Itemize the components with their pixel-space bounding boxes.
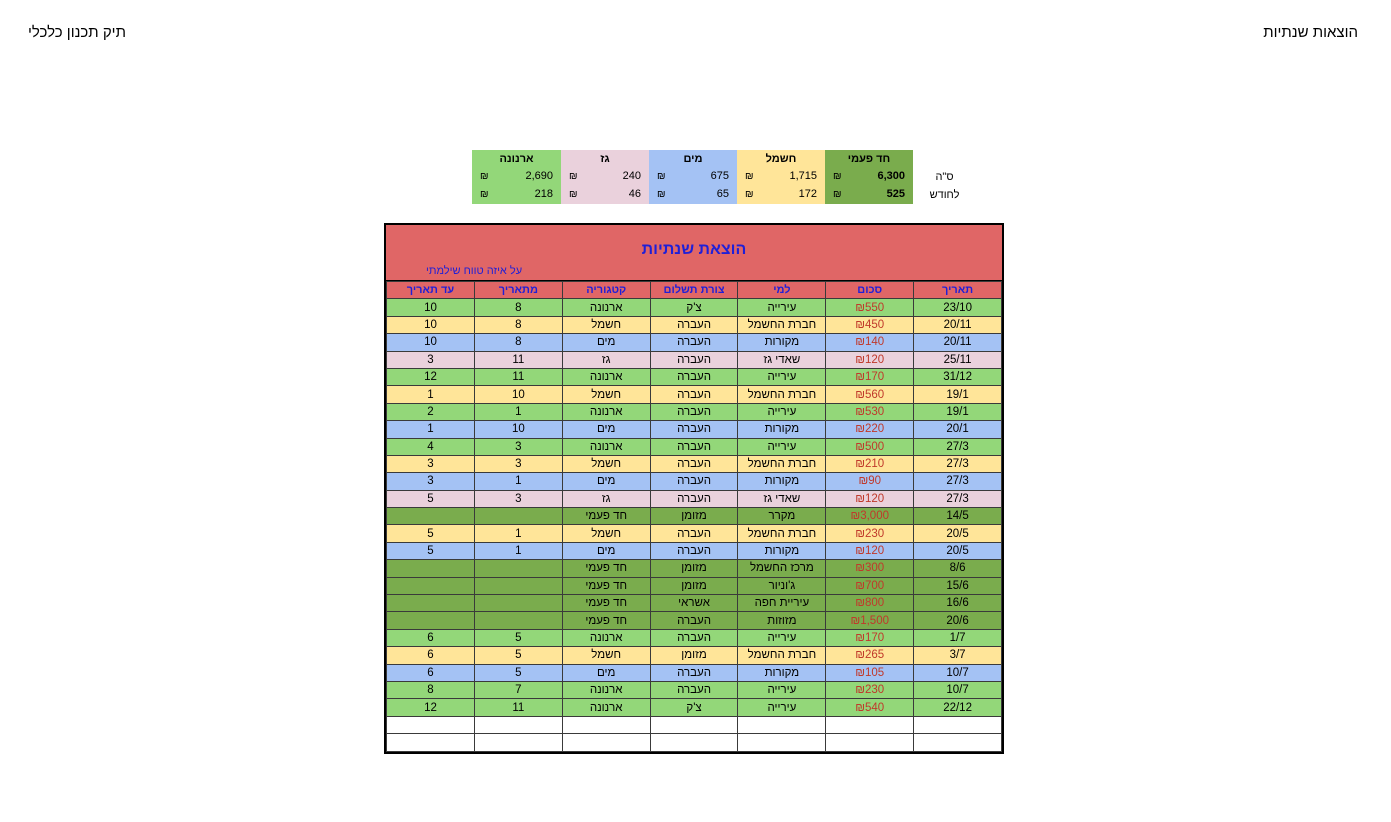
cell-method[interactable]: העברה (650, 334, 738, 351)
cell-to[interactable]: עירייה (738, 629, 826, 646)
cell-method[interactable]: צ'ק (650, 299, 738, 316)
cell-to[interactable]: מקרר (738, 508, 826, 525)
table-row (387, 351, 1002, 368)
cell-from[interactable] (474, 716, 562, 733)
cell-from[interactable] (474, 560, 562, 577)
cell-method[interactable]: צ'ק (650, 699, 738, 716)
cell-category[interactable]: מים (562, 542, 650, 559)
table-row (387, 508, 1002, 525)
currency-symbol: ₪ (745, 189, 754, 200)
cell-from[interactable]: 5 (474, 664, 562, 681)
summary-total-row (472, 168, 976, 186)
cell-amount[interactable]: ₪105 (826, 664, 914, 681)
currency-symbol: ₪ (480, 171, 489, 182)
cell-date[interactable]: 20/6 (914, 612, 1002, 629)
table-row (387, 629, 1002, 646)
column-header[interactable]: סכום (826, 282, 914, 299)
cell-to[interactable]: מקורות (738, 334, 826, 351)
cell-amount[interactable]: ₪560 (826, 386, 914, 403)
cell-category[interactable]: גז (562, 490, 650, 507)
cell-category[interactable]: ארנונה (562, 438, 650, 455)
cell-amount[interactable]: ₪300 (826, 560, 914, 577)
cell-from[interactable]: 8 (474, 299, 562, 316)
table-row (387, 664, 1002, 681)
cell-from[interactable]: 10 (474, 421, 562, 438)
cell-date[interactable]: 19/1 (914, 403, 1002, 420)
table-row (387, 403, 1002, 420)
cell-date[interactable]: 25/11 (914, 351, 1002, 368)
cell-until[interactable]: 6 (387, 664, 475, 681)
cell-amount[interactable]: ₪170 (826, 368, 914, 385)
cell-to[interactable]: מזוזות (738, 612, 826, 629)
cell-until[interactable] (387, 612, 475, 629)
summary-category-label: חד פעמי (825, 150, 913, 168)
cell-date[interactable]: 31/12 (914, 368, 1002, 385)
cell-amount[interactable]: ₪700 (826, 577, 914, 594)
summary-table (472, 150, 976, 204)
cell-amount[interactable]: ₪3,000 (826, 508, 914, 525)
cell-category[interactable]: ארנונה (562, 699, 650, 716)
column-header[interactable]: מתאריך (474, 282, 562, 299)
table-row (387, 490, 1002, 507)
cell-until[interactable]: 4 (387, 438, 475, 455)
cell-method[interactable]: העברה (650, 351, 738, 368)
summary-header-row (472, 150, 976, 168)
summary-monthly-value: 218 (534, 188, 553, 200)
currency-symbol: ₪ (745, 171, 754, 182)
cell-from[interactable] (474, 595, 562, 612)
cell-date[interactable]: 27/3 (914, 438, 1002, 455)
cell-amount[interactable] (826, 716, 914, 733)
summary-category-label: גז (561, 150, 649, 168)
column-header[interactable]: צורת תשלום (650, 282, 738, 299)
cell-date[interactable]: 27/3 (914, 455, 1002, 472)
table-row (387, 716, 1002, 733)
cell-date[interactable]: 20/1 (914, 421, 1002, 438)
cell-amount[interactable]: ₪120 (826, 542, 914, 559)
cell-date[interactable]: 15/6 (914, 577, 1002, 594)
cell-method[interactable] (650, 716, 738, 733)
cell-method[interactable]: מזומן (650, 647, 738, 664)
cell-category[interactable]: ארנונה (562, 681, 650, 698)
cell-category[interactable]: חשמל (562, 316, 650, 333)
cell-date[interactable]: 14/5 (914, 508, 1002, 525)
cell-from[interactable]: 8 (474, 334, 562, 351)
cell-until[interactable]: 12 (387, 368, 475, 385)
cell-from[interactable]: 3 (474, 490, 562, 507)
cell-category[interactable]: ארנונה (562, 299, 650, 316)
cell-to[interactable]: חברת החשמל (738, 647, 826, 664)
table-row (387, 455, 1002, 472)
table-row (387, 421, 1002, 438)
currency-symbol: ₪ (833, 171, 842, 182)
cell-until[interactable]: 3 (387, 351, 475, 368)
cell-until[interactable]: 3 (387, 473, 475, 490)
table-row (387, 386, 1002, 403)
table-row (387, 699, 1002, 716)
cell-category[interactable]: חד פעמי (562, 560, 650, 577)
cell-from[interactable]: 10 (474, 386, 562, 403)
cell-from[interactable]: 3 (474, 438, 562, 455)
table-row (387, 299, 1002, 316)
cell-from[interactable]: 11 (474, 368, 562, 385)
cell-date[interactable]: 22/12 (914, 699, 1002, 716)
cell-until[interactable] (387, 595, 475, 612)
summary-total-cell (472, 168, 561, 186)
currency-symbol: ₪ (833, 189, 842, 200)
cell-method[interactable]: העברה (650, 386, 738, 403)
monthly-row-label: לחודש (913, 186, 976, 204)
table-row (387, 577, 1002, 594)
currency-symbol: ₪ (569, 171, 578, 182)
table-title-block (386, 225, 1002, 281)
cell-date[interactable]: 20/5 (914, 525, 1002, 542)
cell-date[interactable]: 23/10 (914, 299, 1002, 316)
cell-date[interactable]: 20/11 (914, 316, 1002, 333)
total-row-label: ס"ה (913, 168, 976, 186)
table-row (387, 316, 1002, 333)
cell-until[interactable]: 6 (387, 647, 475, 664)
sheet-title-left: תיק תכנון כלכלי (28, 24, 126, 41)
table-row (387, 368, 1002, 385)
cell-method[interactable]: העברה (650, 316, 738, 333)
cell-from[interactable] (474, 612, 562, 629)
cell-date[interactable]: 20/11 (914, 334, 1002, 351)
summary-monthly-cell (472, 186, 561, 204)
cell-to[interactable]: מקורות (738, 421, 826, 438)
cell-to[interactable]: שאדי גז (738, 351, 826, 368)
cell-amount[interactable] (826, 734, 914, 751)
cell-method[interactable]: העברה (650, 473, 738, 490)
currency-symbol: ₪ (657, 189, 666, 200)
cell-date[interactable]: 27/3 (914, 473, 1002, 490)
cell-from[interactable] (474, 734, 562, 751)
cell-method[interactable]: העברה (650, 455, 738, 472)
summary-monthly-cell (649, 186, 737, 204)
cell-to[interactable]: חברת החשמל (738, 316, 826, 333)
cell-amount[interactable]: ₪140 (826, 334, 914, 351)
table-row (387, 734, 1002, 751)
cell-amount[interactable]: ₪800 (826, 595, 914, 612)
cell-category[interactable] (562, 716, 650, 733)
cell-category[interactable]: מים (562, 473, 650, 490)
cell-amount[interactable]: ₪120 (826, 351, 914, 368)
column-header[interactable]: למי (738, 282, 826, 299)
cell-to[interactable]: עירייה (738, 299, 826, 316)
cell-to[interactable]: עיריית חפה (738, 595, 826, 612)
cell-date[interactable]: 19/1 (914, 386, 1002, 403)
summary-monthly-row (472, 186, 976, 204)
summary-total-cell (561, 168, 649, 186)
cell-date[interactable]: 20/5 (914, 542, 1002, 559)
cell-method[interactable]: העברה (650, 664, 738, 681)
cell-to[interactable]: עירייה (738, 403, 826, 420)
cell-from[interactable]: 7 (474, 681, 562, 698)
currency-symbol: ₪ (569, 189, 578, 200)
cell-until[interactable] (387, 577, 475, 594)
cell-amount[interactable]: ₪530 (826, 403, 914, 420)
expenses-table-container (384, 223, 1004, 754)
cell-category[interactable] (562, 734, 650, 751)
table-row (387, 560, 1002, 577)
cell-to[interactable]: מקורות (738, 542, 826, 559)
cell-from[interactable]: 1 (474, 525, 562, 542)
cell-method[interactable]: העברה (650, 490, 738, 507)
cell-category[interactable]: ארנונה (562, 403, 650, 420)
cell-category[interactable]: ארנונה (562, 368, 650, 385)
summary-category-label: חשמל (737, 150, 825, 168)
cell-amount[interactable]: ₪120 (826, 490, 914, 507)
cell-amount[interactable]: ₪1,500 (826, 612, 914, 629)
cell-method[interactable] (650, 734, 738, 751)
summary-monthly-value: 525 (886, 188, 905, 200)
cell-category[interactable]: חד פעמי (562, 577, 650, 594)
cell-to[interactable]: חברת החשמל (738, 455, 826, 472)
cell-method[interactable]: העברה (650, 612, 738, 629)
cell-amount[interactable]: ₪220 (826, 421, 914, 438)
table-row (387, 612, 1002, 629)
table-row (387, 647, 1002, 664)
cell-date[interactable]: 16/6 (914, 595, 1002, 612)
cell-until[interactable]: 5 (387, 542, 475, 559)
cell-until[interactable]: 10 (387, 334, 475, 351)
currency-symbol: ₪ (657, 171, 666, 182)
summary-monthly-value: 172 (798, 188, 817, 200)
cell-from[interactable]: 1 (474, 473, 562, 490)
cell-from[interactable] (474, 508, 562, 525)
summary-total-value: 1,715 (789, 170, 817, 182)
column-header[interactable]: קטגוריה (562, 282, 650, 299)
cell-from[interactable]: 11 (474, 699, 562, 716)
summary-total-value: 6,300 (877, 170, 905, 182)
cell-to[interactable] (738, 734, 826, 751)
cell-from[interactable]: 3 (474, 455, 562, 472)
sheet-title-right: הוצאות שנתיות (1263, 24, 1358, 41)
cell-method[interactable]: העברה (650, 403, 738, 420)
column-header[interactable]: עד תאריך (387, 282, 475, 299)
cell-category[interactable]: ארנונה (562, 629, 650, 646)
cell-until[interactable]: 5 (387, 525, 475, 542)
summary-monthly-value: 65 (716, 188, 729, 200)
table-row (387, 473, 1002, 490)
summary-total-cell (649, 168, 737, 186)
table-row (387, 334, 1002, 351)
cell-from[interactable]: 11 (474, 351, 562, 368)
cell-amount[interactable]: ₪170 (826, 629, 914, 646)
cell-category[interactable]: חשמל (562, 647, 650, 664)
cell-date[interactable] (914, 716, 1002, 733)
cell-date[interactable]: 10/7 (914, 681, 1002, 698)
currency-symbol: ₪ (480, 189, 489, 200)
summary-total-cell (825, 168, 913, 186)
cell-category[interactable]: גז (562, 351, 650, 368)
cell-until[interactable] (387, 560, 475, 577)
cell-to[interactable]: עירייה (738, 681, 826, 698)
summary-total-value: 675 (710, 170, 729, 182)
cell-until[interactable] (387, 508, 475, 525)
cell-date[interactable]: 27/3 (914, 490, 1002, 507)
cell-amount[interactable]: ₪210 (826, 455, 914, 472)
cell-category[interactable]: מים (562, 664, 650, 681)
cell-amount[interactable]: ₪450 (826, 316, 914, 333)
cell-from[interactable]: 1 (474, 403, 562, 420)
cell-amount[interactable]: ₪230 (826, 525, 914, 542)
summary-monthly-value: 46 (628, 188, 641, 200)
summary-monthly-cell (825, 186, 913, 204)
cell-to[interactable]: עירייה (738, 368, 826, 385)
cell-category[interactable]: חשמל (562, 455, 650, 472)
cell-method[interactable]: אשראי (650, 595, 738, 612)
cell-until[interactable] (387, 734, 475, 751)
cell-date[interactable]: 1/7 (914, 629, 1002, 646)
cell-category[interactable]: מים (562, 334, 650, 351)
cell-until[interactable]: 5 (387, 490, 475, 507)
cell-until[interactable]: 2 (387, 403, 475, 420)
cell-date[interactable]: 10/7 (914, 664, 1002, 681)
table-row (387, 542, 1002, 559)
cell-method[interactable]: העברה (650, 525, 738, 542)
cell-date[interactable] (914, 734, 1002, 751)
cell-to[interactable]: חברת החשמל (738, 386, 826, 403)
cell-to[interactable]: עירייה (738, 438, 826, 455)
range-note: על איזה טווח שילמתי (426, 265, 523, 277)
column-header[interactable]: תאריך (914, 282, 1002, 299)
cell-until[interactable]: 6 (387, 629, 475, 646)
cell-to[interactable]: ג'וניור (738, 577, 826, 594)
cell-from[interactable]: 8 (474, 316, 562, 333)
summary-total-value: 2,690 (525, 170, 553, 182)
cell-from[interactable]: 5 (474, 647, 562, 664)
cell-amount[interactable]: ₪90 (826, 473, 914, 490)
cell-to[interactable]: חברת החשמל (738, 525, 826, 542)
cell-until[interactable] (387, 716, 475, 733)
cell-until[interactable]: 8 (387, 681, 475, 698)
cell-from[interactable]: 1 (474, 542, 562, 559)
cell-method[interactable]: העברה (650, 438, 738, 455)
cell-to[interactable]: שאדי גז (738, 490, 826, 507)
table-row (387, 595, 1002, 612)
cell-amount[interactable]: ₪540 (826, 699, 914, 716)
cell-amount[interactable]: ₪550 (826, 299, 914, 316)
cell-amount[interactable]: ₪265 (826, 647, 914, 664)
summary-category-label: ארנונה (472, 150, 561, 168)
table-row (387, 681, 1002, 698)
cell-method[interactable]: העברה (650, 681, 738, 698)
cell-date[interactable]: 8/6 (914, 560, 1002, 577)
expenses-grid (386, 281, 1002, 752)
cell-to[interactable]: עירייה (738, 699, 826, 716)
column-header-row (387, 282, 1002, 299)
summary-corner (913, 150, 976, 168)
summary-monthly-cell (561, 186, 649, 204)
cell-method[interactable]: העברה (650, 368, 738, 385)
cell-to[interactable]: מקורות (738, 664, 826, 681)
cell-category[interactable]: חשמל (562, 525, 650, 542)
cell-category[interactable]: חד פעמי (562, 508, 650, 525)
cell-until[interactable]: 10 (387, 316, 475, 333)
table-row (387, 438, 1002, 455)
summary-total-value: 240 (622, 170, 641, 182)
cell-until[interactable]: 1 (387, 386, 475, 403)
cell-until[interactable]: 12 (387, 699, 475, 716)
cell-category[interactable]: חד פעמי (562, 612, 650, 629)
cell-to[interactable]: מרכז החשמל (738, 560, 826, 577)
cell-method[interactable]: מזומן (650, 560, 738, 577)
summary-total-cell (737, 168, 825, 186)
summary-category-label: מים (649, 150, 737, 168)
cell-to[interactable] (738, 716, 826, 733)
cell-method[interactable]: העברה (650, 629, 738, 646)
cell-date[interactable]: 3/7 (914, 647, 1002, 664)
summary-monthly-cell (737, 186, 825, 204)
cell-category[interactable]: חד פעמי (562, 595, 650, 612)
cell-method[interactable]: העברה (650, 421, 738, 438)
cell-category[interactable]: מים (562, 421, 650, 438)
cell-from[interactable] (474, 577, 562, 594)
cell-until[interactable]: 10 (387, 299, 475, 316)
cell-amount[interactable]: ₪230 (826, 681, 914, 698)
cell-until[interactable]: 1 (387, 421, 475, 438)
cell-category[interactable]: חשמל (562, 386, 650, 403)
cell-to[interactable]: מקורות (738, 473, 826, 490)
cell-method[interactable]: מזומן (650, 577, 738, 594)
cell-from[interactable]: 5 (474, 629, 562, 646)
table-title: הוצאת שנתיות (641, 241, 747, 258)
cell-until[interactable]: 3 (387, 455, 475, 472)
cell-method[interactable]: העברה (650, 542, 738, 559)
cell-amount[interactable]: ₪500 (826, 438, 914, 455)
table-row (387, 525, 1002, 542)
cell-method[interactable]: מזומן (650, 508, 738, 525)
